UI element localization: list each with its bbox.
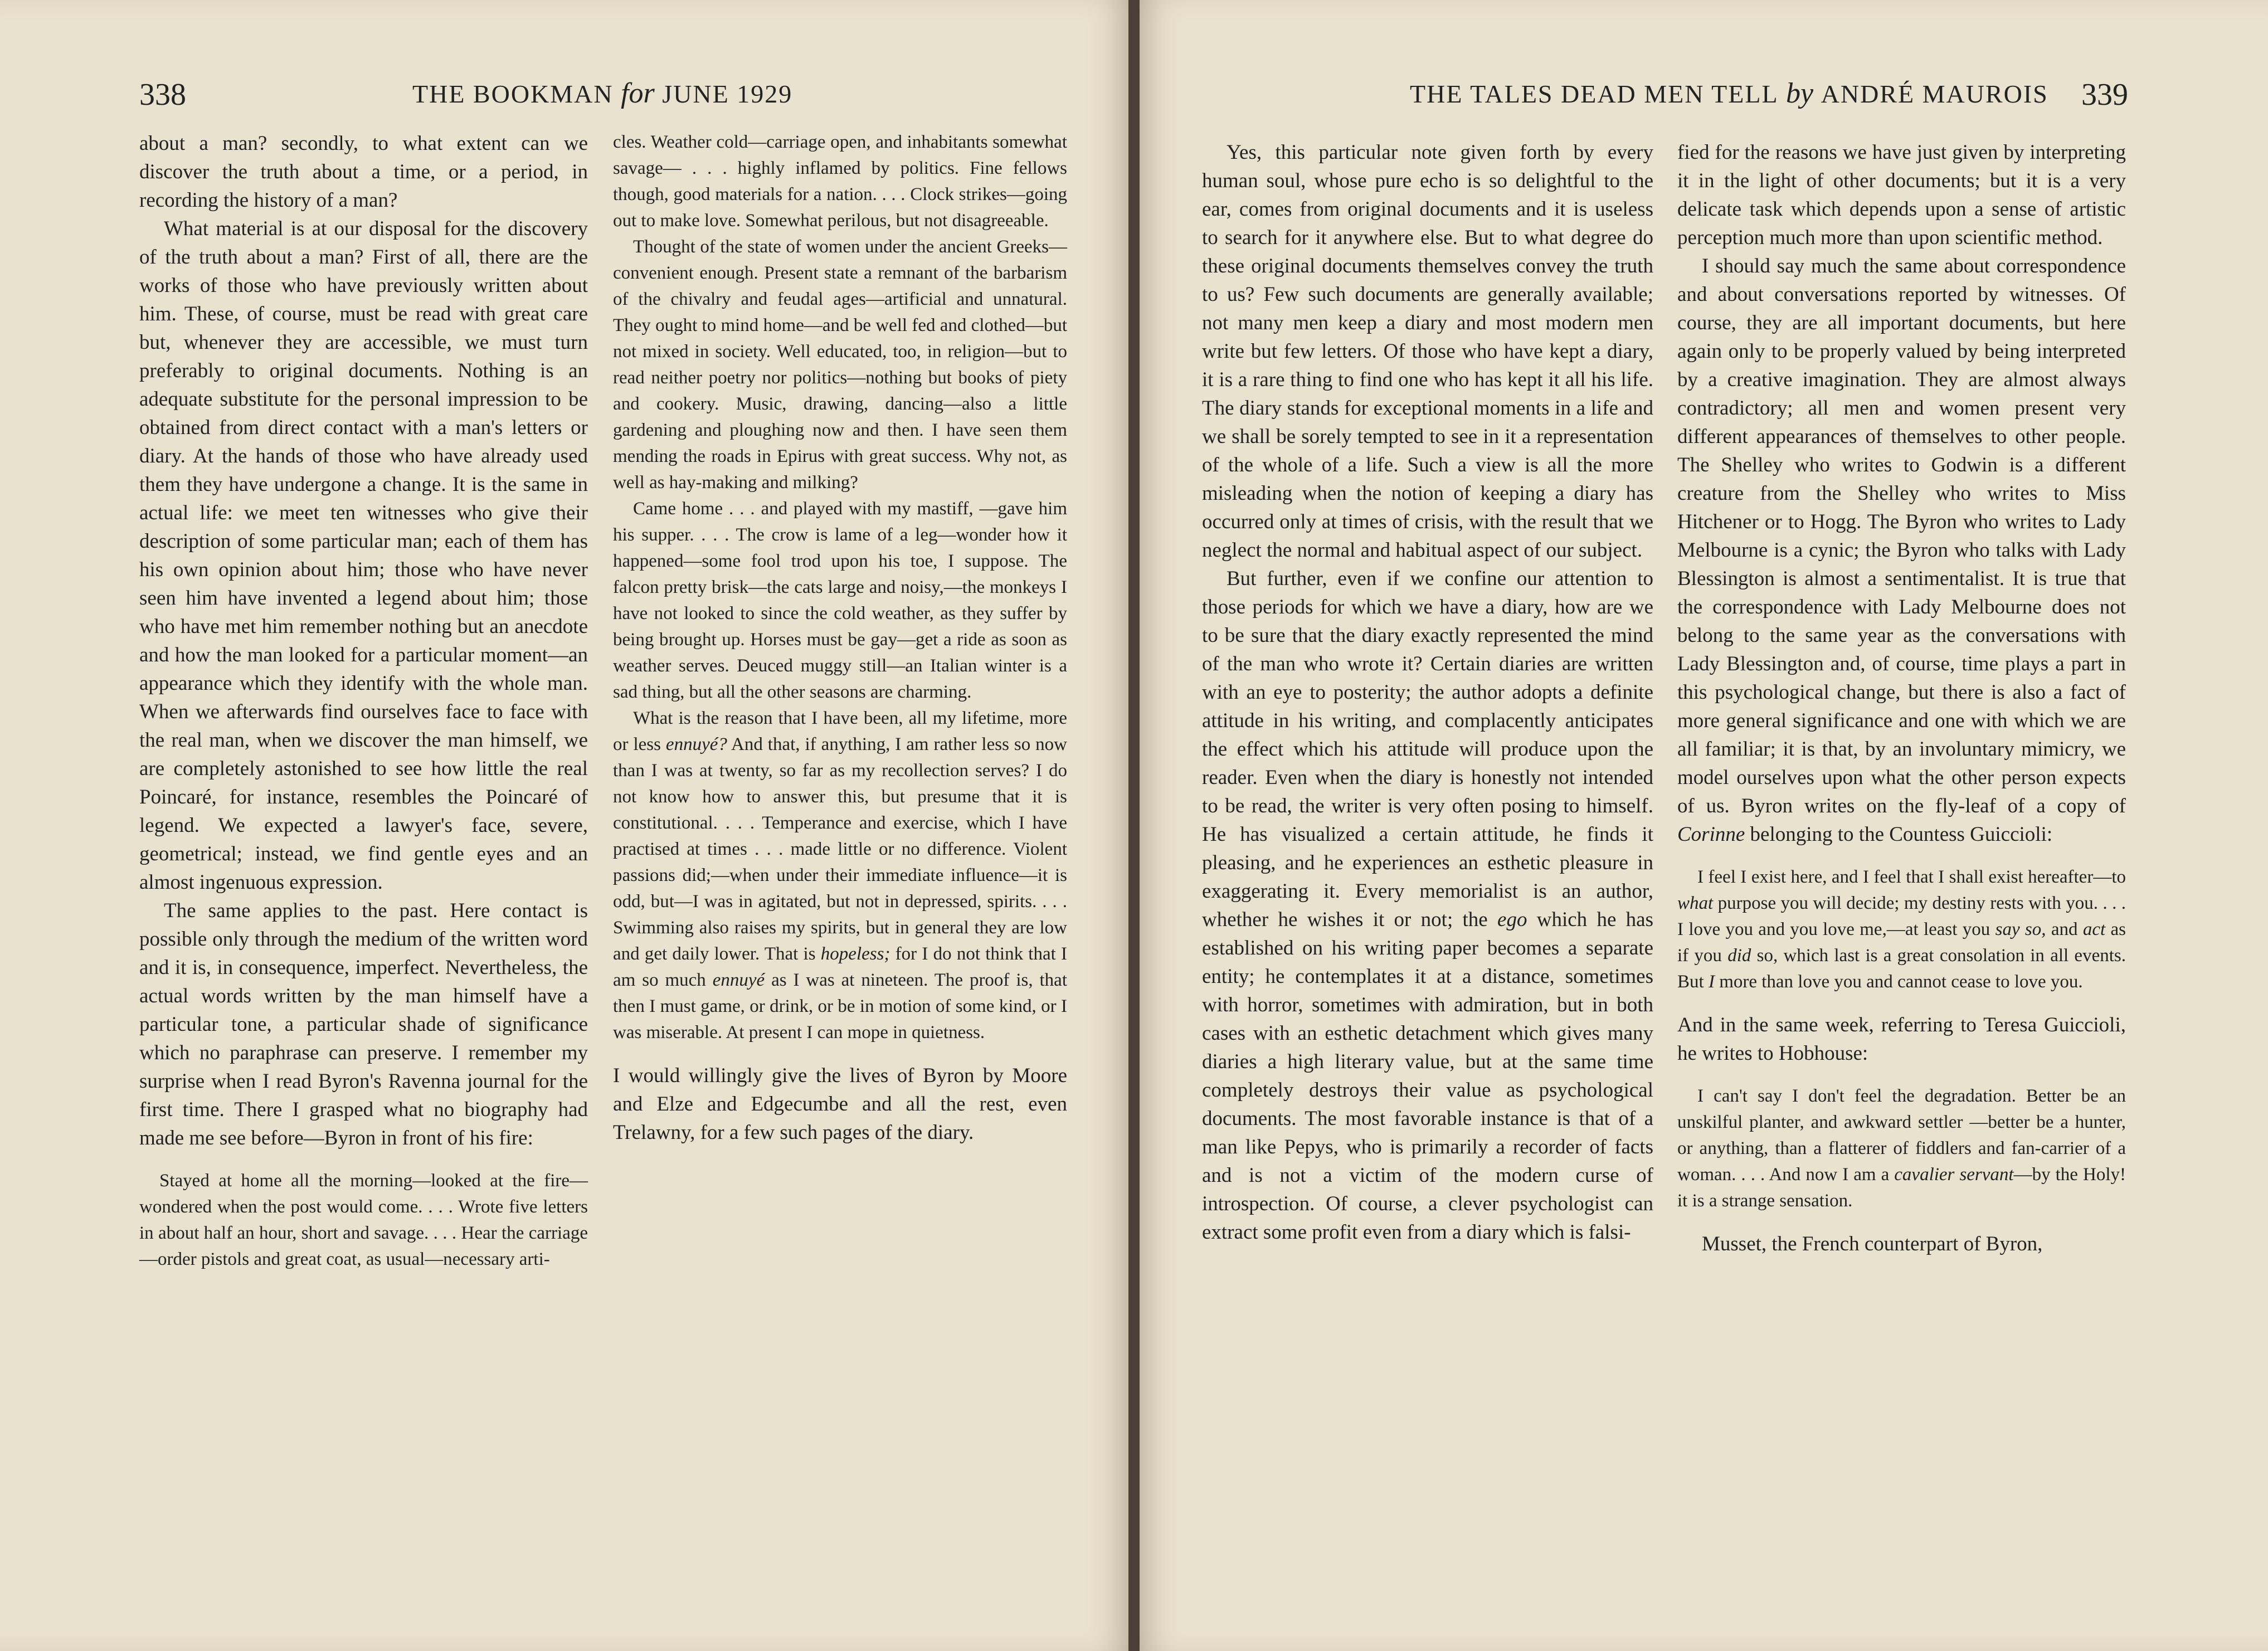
quote-paragraph: I can't say I don't feel the degradation. Better be an unskilful planter, and awkward settler —better be a hunter, or anything, than a flatterer of fiddlers and fan-carrier of a woman. . . . And now I am a cavalier servant—by the Holy! it is a strange sensation. <box>1677 1086 2126 1211</box>
left-page-number: 338 <box>139 77 186 112</box>
binding-gutter <box>1128 0 1140 1651</box>
right-column-1 <box>1202 138 1653 1246</box>
paragraph: Yes, this particular note given forth by every human soul, whose pure echo is so delightful to the ear, comes from original documents and it is useless to search for it anywhere else. But to what degree do these original documents themselves convey the truth to us? Few such documents are generally available; not many men keep a diary and most modern men write but few letters. Of those who have kept a diary, it is a rare thing to find one who has kept it all his life. The diary stands for exceptional moments in a life and we shall be sorely tempted to see in it a representation of the whole of a life. Such a view is all the more misleading when the notion of keeping a diary has occurred only at times of crisis, with the result that we neglect the normal and habitual aspect of our subject. <box>1202 141 1653 562</box>
paragraph: about a man? secondly, to what extent can we discover the truth about a time, or a period, in recording the history of a man? <box>139 132 588 212</box>
article-title: THE TALES DEAD MEN TELL <box>1410 80 1779 108</box>
paragraph: fied for the reasons we have just given by interpreting it in the light of other documents; but it is a very delicate task which depends upon a sense of artistic perception much more than upon scientific method. <box>1677 141 2126 249</box>
right-page <box>1140 0 2268 1651</box>
paragraph: But further, even if we confine our attention to those periods for which we have a diary, how are we to be sure that the diary exactly represented the mind of the man who wrote it? Certain diaries are written with an eye to posterity; the author adopts a definite attitude in his writing, and complacently anticipates the effect which his attitude will produce upon the reader. Even when the diary is honestly not intended to be read, the writer is very often posing to himself. He has visualized a certain attitude, he finds it pleasing, and he experiences an esthetic pleasure in exaggerating it. Every memorialist is an author, whether he wishes it or not; the ego which he has established on his writing paper becomes a separate entity; he contemplates it at a distance, sometimes with horror, sometimes with admiration, but in both cases with an esthetic detachment which gives many diaries a high literary value, but at the same time completely destroys their value as psychological documents. The most favorable instance is that of a man like Pepys, who is primarily a recorder of facts and is not a victim of the modern curse of introspection. Of course, a clever psychologist can extract some profit even from a diary which is falsi- <box>1202 567 1654 1244</box>
paragraph: Musset, the French counterpart of Byron, <box>1702 1233 2043 1255</box>
block-quote <box>139 1168 588 1273</box>
paragraph: And in the same week, referring to Teresa Guiccioli, he writes to Hobhouse: <box>1677 1014 2126 1065</box>
left-column-2 <box>613 129 1067 1147</box>
running-head-by: by <box>1786 77 1814 109</box>
paragraph: The same applies to the past. Here contact is possible only through the medium of the written word and it is, in consequence, imperfect. Nevertheless, the actual words written by the man himself have a particular tone, a particular shade of significance which no paraphrase can preserve. I remember my surprise when I read Byron's Ravenna journal for the first time. There I grasped what no biography had made me see before—Byron in front of his fire: <box>139 899 588 1150</box>
block-quote <box>1677 864 2126 995</box>
left-column-1 <box>139 129 588 1288</box>
block-quote <box>1677 1083 2126 1214</box>
quote-paragraph: Came home . . . and played with my mastiff, —gave him his supper. . . . The crow is lame of a leg—wonder how it happened—some fool trod upon his toe, I suppose. The falcon pretty brisk—the cats large and noisy,—the monkeys I have not looked to since the cold weather, as they suffer by being brought up. Horses must be gay—get a ride as soon as weather serves. Deuced muggy still—an Italian winter is a sad thing, but all the other seasons are charming. <box>613 499 1067 702</box>
running-head-for: for <box>621 77 655 109</box>
issue-date: JUNE 1929 <box>662 80 793 108</box>
paragraph: I would willingly give the lives of Byron by Moore and Elze and Edgecumbe and all the rest, even Trelawny, for a few such pages of the diary. <box>613 1064 1067 1144</box>
quote-paragraph: cles. Weather cold—carriage open, and inhabitants somewhat savage— . . . highly inflamed by politics. Fine fellows though, good materials for a nation. . . . Clock strikes—going out to make love. Somewhat perilous, but not disagreeable. <box>613 132 1067 231</box>
paragraph: What material is at our disposal for the discovery of the truth about a man? First of all, there are the works of those who have previously written about him. These, of course, must be read with great care but, whenever they are accessible, we must turn preferably to original documents. Nothing is an adequate substitute for the personal impression to be obtained from direct contact with a man's letters or diary. At the hands of those who have already used them they have undergone a change. It is the same in actual life: we meet ten witnesses who give their description of some particular man; each of them has his own opinion about him; those who have never seen him have invented a legend about him; those who have met him remember nothing but an anecdote and how the man looked for a particular moment—an appearance which they identify with the whole man. When we afterwards find ourselves face to face with the real man, when we discover the man himself, we are completely astonished to see how little the real Poincaré, for instance, resembles the Poincaré of legend. We expected a lawyer's face, severe, geometrical; instead, we find gentle eyes and an almost ingenuous expression. <box>139 217 588 894</box>
right-page-number: 339 <box>2081 77 2128 112</box>
right-column-2 <box>1677 138 2126 1258</box>
quote-paragraph: I feel I exist here, and I feel that I shall exist hereafter—to what purpose you will decide; my destiny rests with you. . . . I love you and you love me,—at least you say so, and act as if you did so, which last is a great consolation in all events. But I more than love you and cannot cease to love you. <box>1677 867 2126 992</box>
quote-paragraph: Stayed at home all the morning—looked at the fire—wondered when the post would come. . . . Wrote five letters in about half an hour, short and savage. . . . Hear the carriage—order pistols and great coat, as usual—necessary arti- <box>139 1171 588 1269</box>
magazine-title: THE BOOKMAN <box>412 80 614 108</box>
left-page <box>0 0 1128 1651</box>
quote-paragraph: Thought of the state of women under the ancient Greeks—convenient enough. Present state a remnant of the barbarism of the chivalry and feudal ages—artificial and unnatural. They ought to mind home—and be well fed and clothed—but not mixed in society. Well educated, too, in religion—but to read neither poetry nor politics—nothing but books of piety and cookery. Music, drawing, dancing—also a little gardening and ploughing now and then. I have seen them mending the roads in Epirus with great success. Why not, as well as hay-making and milking? <box>613 237 1067 493</box>
quote-paragraph: What is the reason that I have been, all my lifetime, more or less ennuyé? And that, if anything, I am rather less so now than I was at twenty, so far as my recollection serves? I do not know how to answer this, but presume that it is constitutional. . . . Temperance and exercise, which I have practised at times . . . made little or no difference. Violent passions did;—when under their immediate influence—it is odd, but—I was in agitated, but not in depressed, spirits. . . . Swimming also raises my spirits, but in general they are low and get daily lower. That is hopeless; for I do not think that I am so much ennuyé as I was at nineteen. The proof is, that then I must game, or drink, or be in motion of some kind, or I was miserable. At present I can mope in quietness. <box>613 708 1068 1043</box>
paragraph: I should say much the same about correspondence and about conversations reported by witnesses. Of course, they are all important documents, but here again only to be properly valued by being interpreted by a creative imagination. They are almost always contradictory; all men and women present very different appearances of themselves to other people. The Shelley who writes to Godwin is a different creature from the Shelley who writes to Miss Hitchener or to Hogg. The Byron who writes to Lady Melbourne is a cynic; the Byron who talks with Lady Blessington is almost a sentimentalist. It is true that the correspondence with Lady Melbourne does not belong to the same year as the conversations with Lady Blessington and, of course, time plays a part in this psychological change, but there is also a fact of more general significance and one with which we are all familiar; it is that, by an involuntary mimicry, we model ourselves upon what the other person expects of us. Byron writes on the fly-leaf of a copy of Corinne belonging to the Countess Guiccioli: <box>1677 255 2126 846</box>
author-name: ANDRÉ MAUROIS <box>1821 80 2048 108</box>
left-running-head <box>412 77 792 110</box>
right-running-head <box>1410 77 2048 110</box>
block-quote <box>613 129 1067 1046</box>
